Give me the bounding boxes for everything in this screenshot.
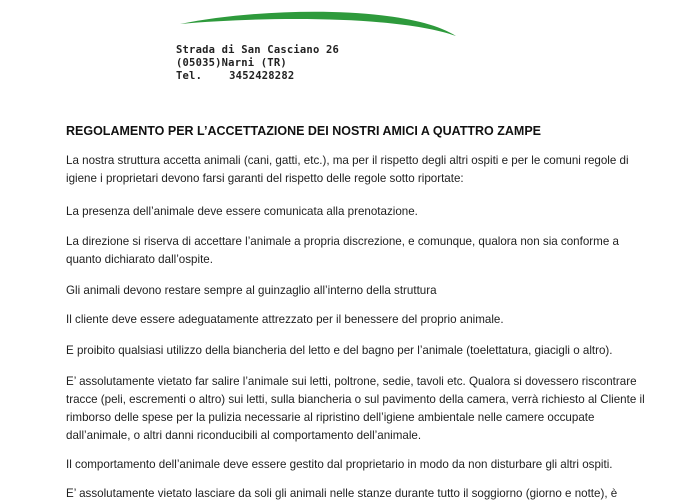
paragraph-booking-notice: La presenza dell’animale deve essere comunicata alla prenotazione. [66,205,418,218]
paragraph-furniture: E’ assolutamente vietato far salire l’animale sui letti, poltrone, sedie, tavoli etc. Qualora si dovessero riscontrare tracce (peli, escrementi o altro) sui letti, sulla biancheria o sul pavimento della camera, verrà richiesto al Cliente il rimborso delle spese per la pulizia necessarie al ripristino dell’igiene ambientale nelle camere occupate dall’animale, o altri danni riconducibili al comportamento dell’animale. [66,375,645,442]
paragraph-linen: E proibito qualsiasi utilizzo della biancheria del letto e del bagno per l’animale (toelettatura, giacigli o altro). [66,344,613,357]
phone-line [176,70,339,83]
paragraph-alone: E’ assolutamente vietato lasciare da soli gli animali nelle stanze durante tutto il soggiorno (giorno e notte), è [66,487,618,500]
paragraph-intro: La nostra struttura accetta animali (cani, gatti, etc.), ma per il rispetto degli altri ospiti e per le comuni regole di igiene i proprietari devono farsi garanti del rispetto delle regole sotto riportate: [66,154,629,185]
address-header [176,44,339,83]
address-line-city: (05035)Narni (TR) [176,57,287,69]
phone-label: Tel. [176,70,203,82]
address-line-street: Strada di San Casciano 26 [176,44,340,56]
document-title: REGOLAMENTO PER L’ACCETTAZIONE DEI NOSTRI AMICI A QUATTRO ZAMPE [66,124,541,138]
paragraph-discretion: La direzione si riserva di accettare l’animale a propria discrezione, e comunque, qualora non sia conforme a quanto dichiarato dall’ospite. [66,235,619,266]
paragraph-leash: Gli animali devono restare sempre al guinzaglio all’interno della struttura [66,284,437,297]
paragraph-equipment: Il cliente deve essere adeguatamente attrezzato per il benessere del proprio animale. [66,313,504,326]
logo-swoosh-graphic [150,0,490,50]
phone-number: 3452428282 [229,70,295,82]
paragraph-behaviour: Il comportamento dell’animale deve essere gestito dal proprietario in modo da non disturbare gli altri ospiti. [66,458,613,471]
